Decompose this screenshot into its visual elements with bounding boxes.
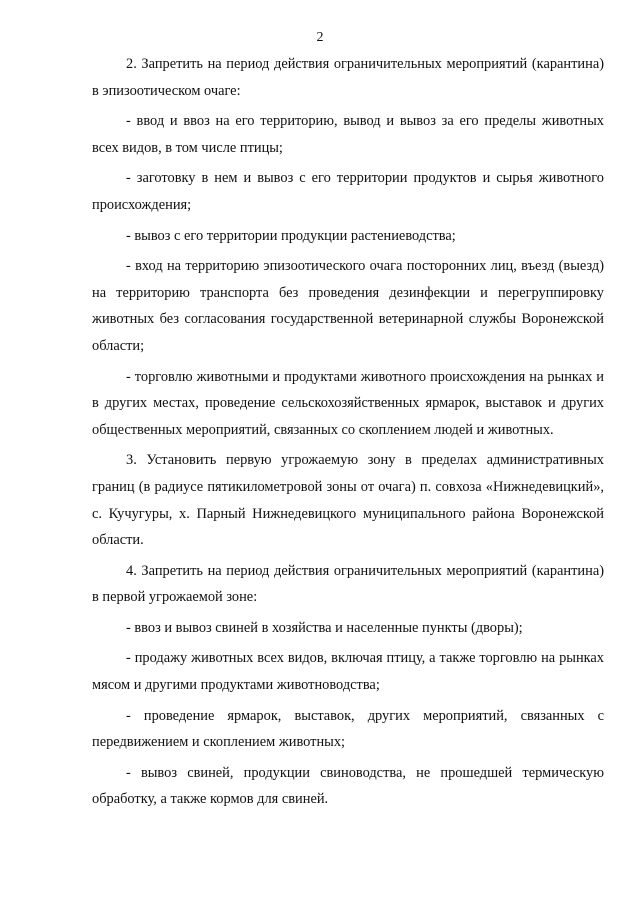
paragraph-pig-export-ban: - вывоз свиней, продукции свиноводства, не прошедшей термическую обработку, а также кормов для свиней. (92, 764, 604, 808)
paragraph-item-2-intro: 2. Запретить на период действия ограничительных мероприятий (карантина) в эпизоотическом очаге: (92, 56, 604, 99)
paragraph-animal-sale-ban: - продажу животных всех видов, включая птицу, а также торговлю на рынках мясом и другими продуктами животноводства; (92, 650, 604, 694)
paragraph-animal-products-ban: - заготовку в нем и вывоз с его территории продуктов и сырья животного происхождения; (92, 170, 604, 213)
paragraph-trade-ban: - торговлю животными и продуктами животного происхождения на рынках и в других местах, проведение сельскохозяйственных ярмарок, выставок и других общественных мероприятий, связанных со скоплением людей и животных. (92, 368, 604, 438)
paragraph-item-3-zone: 3. Установить первую угрожаемую зону в пределах административных границ (в радиусе пятикилометровой зоны от очага) п. совхоза «Нижнедевицкий», с. Кучугуры, х. Парный Нижнедевицкого муниципального района Воронежской области. (92, 452, 604, 549)
paragraph-item-4-intro: 4. Запретить на период действия ограничительных мероприятий (карантина) в первой угрожаемой зоне: (92, 562, 604, 606)
paragraph-animal-movement-ban: - ввод и ввоз на его территорию, вывод и вывоз за его пределы животных всех видов, в том числе птицы; (92, 113, 604, 156)
paragraph-crop-products-ban: - вывоз с его территории продукции растениеводства; (126, 227, 456, 244)
page-number: 2 (316, 30, 324, 45)
paragraph-fairs-ban: - проведение ярмарок, выставок, других мероприятий, связанных с передвижением и скоплением животных; (92, 707, 604, 751)
paragraph-entry-ban: - вход на территорию эпизоотического очага посторонних лиц, въезд (выезд) на территорию транспорта без проведения дезинфекции и перегруппировку животных без согласования государственной ветеринарной службы Воронежской области; (92, 258, 604, 354)
document-body (92, 51, 604, 817)
paragraph-pig-transport-ban: - ввоз и вывоз свиней в хозяйства и населенные пункты (дворы); (126, 619, 523, 636)
